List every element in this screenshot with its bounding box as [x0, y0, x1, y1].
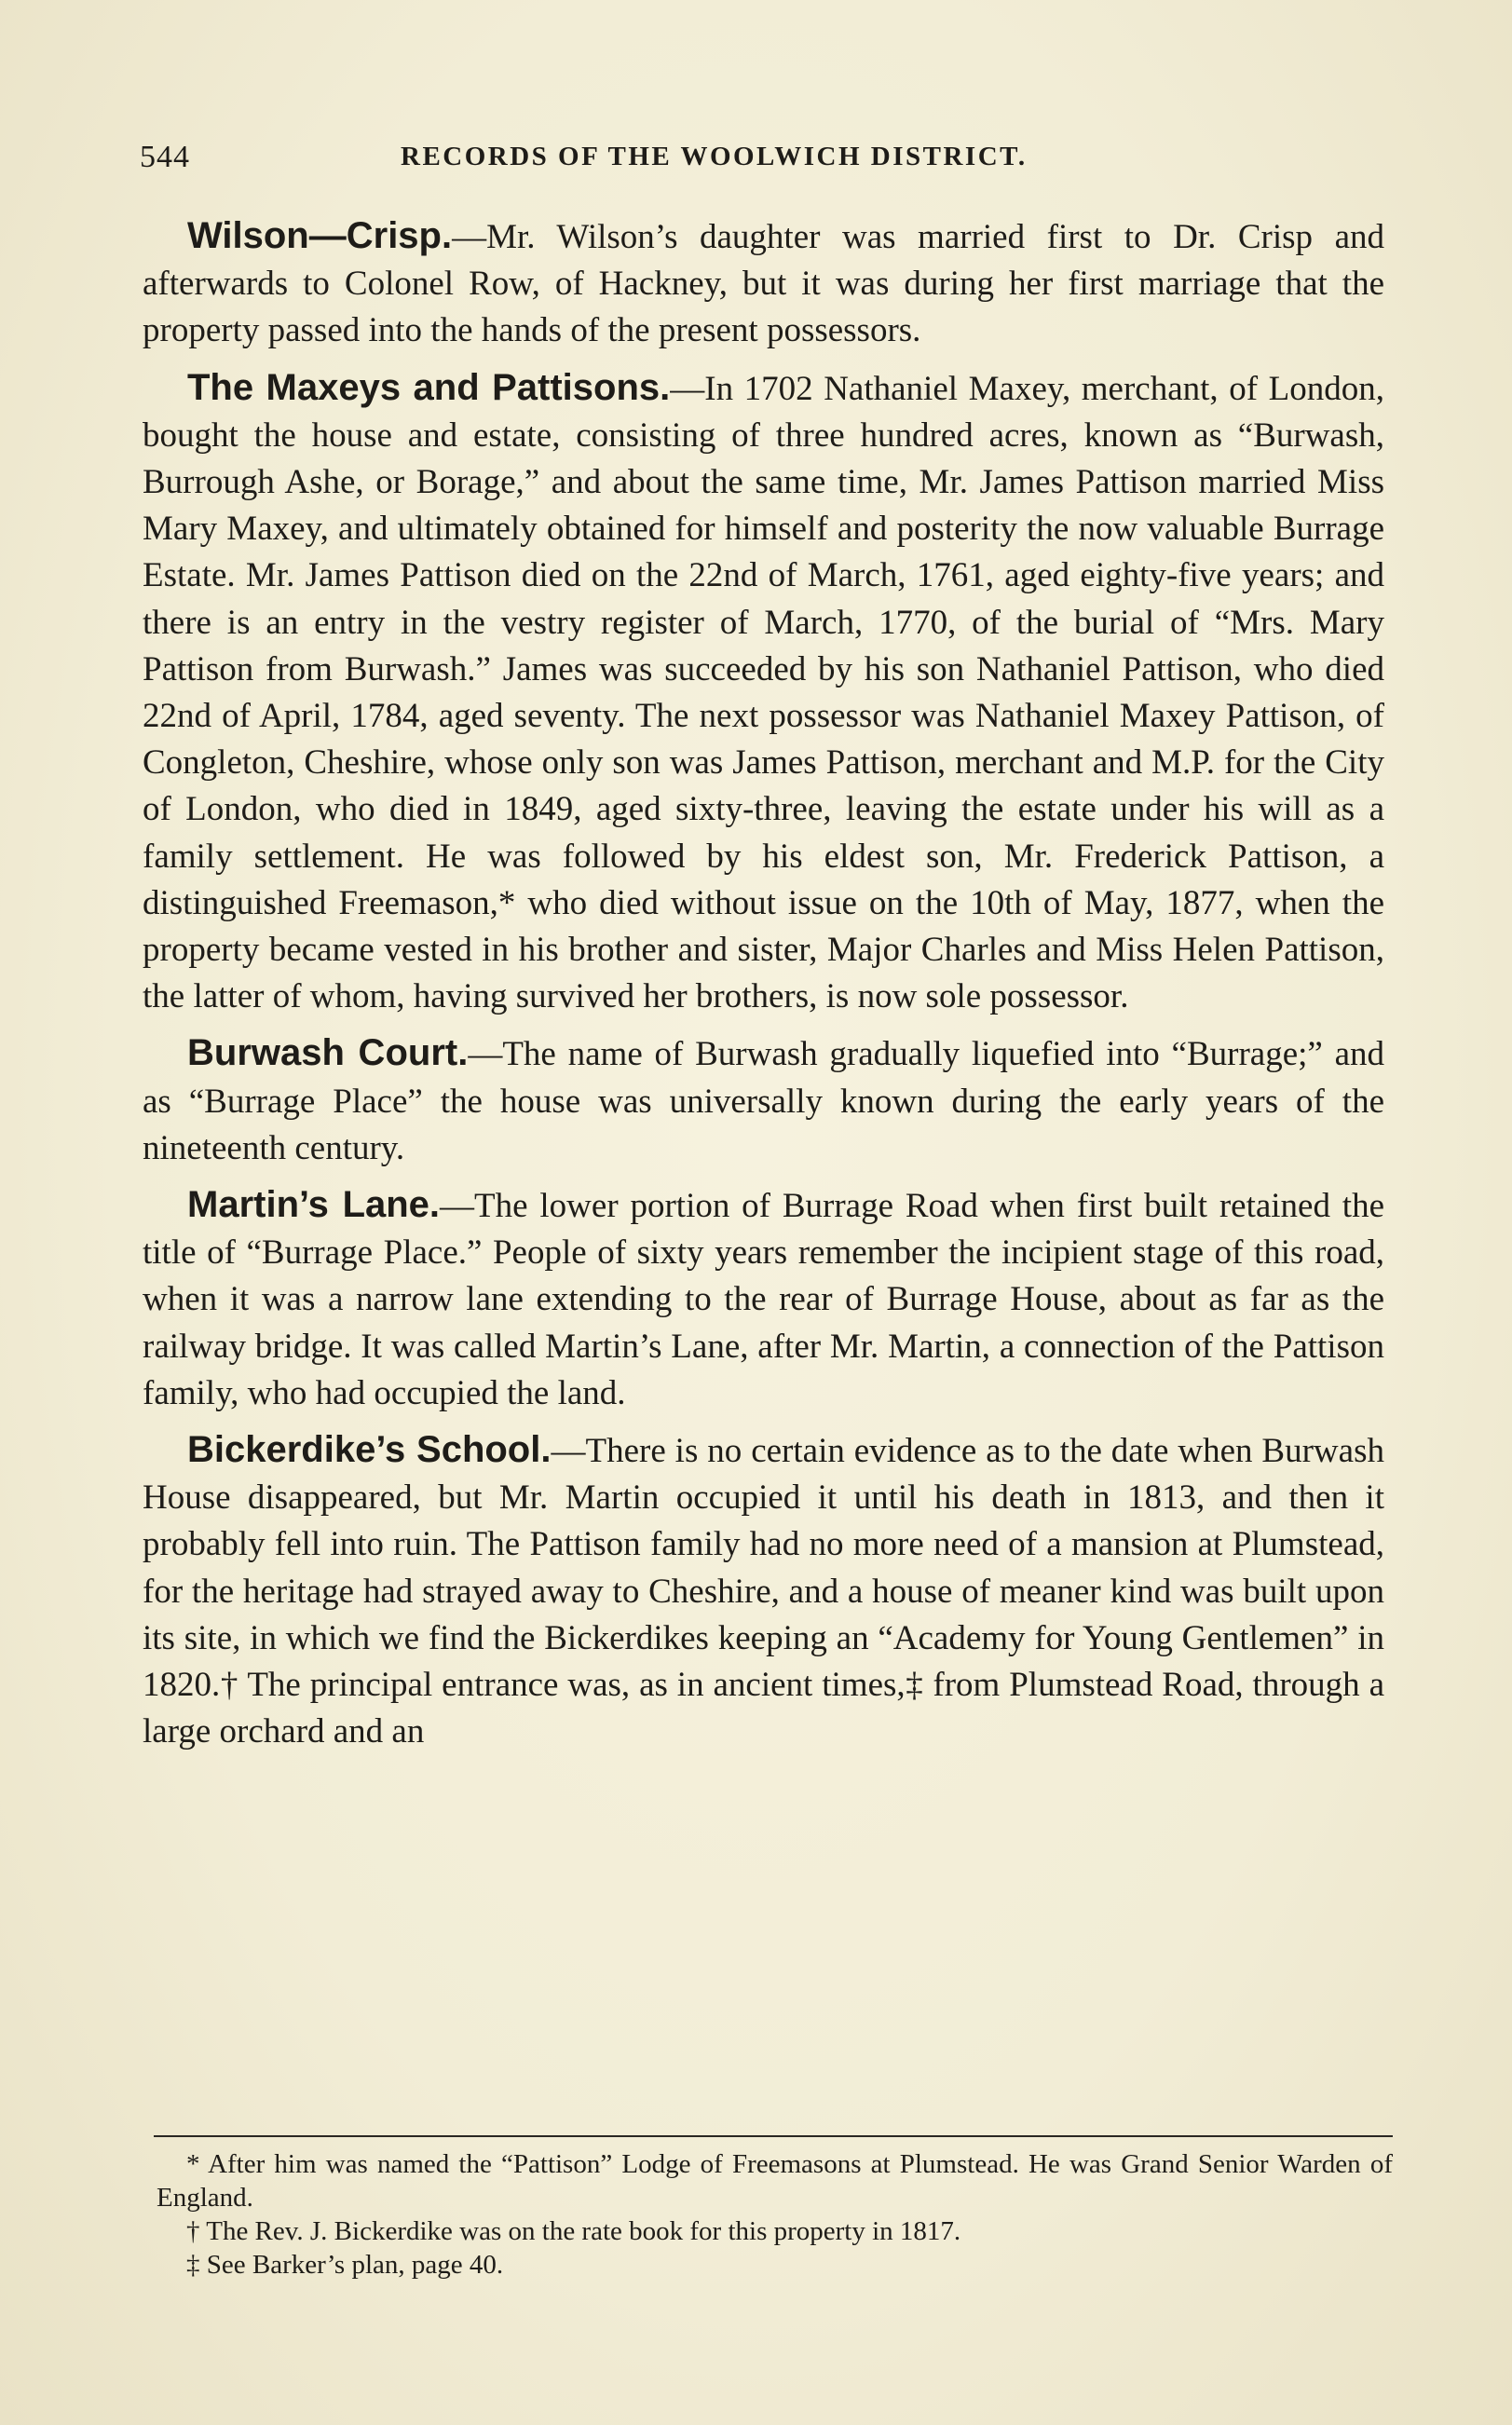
- footnotes: [157, 2147, 1393, 2282]
- footnote-divider: [154, 2135, 1393, 2137]
- footnote-dagger: † The Rev. J. Bickerdike was on the rate book for this property in 1817.: [186, 2216, 961, 2246]
- page-header: [140, 140, 1388, 177]
- section-heading: The Maxeys and Pattisons.: [187, 366, 671, 408]
- paragraph-burwash-court: [143, 1029, 1384, 1172]
- paragraph-maxeys-pattisons: [143, 364, 1384, 1021]
- paragraph-text: —The name of Burwash gradually liquefied into “Burrage;” and as “Burrage Place” the house was universally known during the early years of the nineteenth century.: [143, 1035, 1385, 1167]
- footnote-double-dagger: ‡ See Barker’s plan, page 40.: [186, 2250, 504, 2280]
- paragraph-text: —In 1702 Nathaniel Maxey, merchant, of London, bought the house and estate, consisting of three hundred acres, known as “Burwash, Burrough Ashe, or Borage,” and about the same time, Mr. James Pattison married Miss Mary Maxey, and ultimately obtained for himself and posterity the now valuable Burrage Estate. Mr. James Pattison died on the 22nd of March, 1761, aged eighty-five years; and there is an entry in the vestry register of March, 1770, of the burial of “Mrs. Mary Pattison from Burwash.” James was succeeded by his son Nathaniel Pattison, who died 22nd of April, 1784, aged seventy. The next possessor was Nathaniel Maxey Pattison, of Congleton, Cheshire, whose only son was James Pattison, merchant and M.P. for the City of London, who died in 1849, aged sixty-three, leaving the estate under his will as a family settlement. He was followed by his eldest son, Mr. Frederick Pattison, a distinguished Freemason,* who died without issue on the 10th of May, 1877, when the property became vested in his brother and sister, Major Charles and Miss Helen Pattison, the latter of whom, having survived her brothers, is now sole possessor.: [143, 369, 1384, 1016]
- body-text: [143, 212, 1384, 1765]
- paragraph-text: —The lower portion of Burrage Road when first built retained the title of “Burrage Place.” People of sixty years remember the incipient stage of this road, when it was a narrow lane extending to the rear of Burrage House, about as far as the railway bridge. It was called Martin’s Lane, after Mr. Martin, a connection of the Pattison family, who had occupied the land.: [143, 1187, 1384, 1412]
- paragraph-martins-lane: [143, 1181, 1384, 1417]
- running-head: RECORDS OF THE WOOLWICH DISTRICT.: [401, 142, 1028, 171]
- paragraph-wilson-crisp: [143, 212, 1384, 355]
- paragraph-text: —Mr. Wilson’s daughter was married first to Dr. Crisp and afterwards to Colonel Row, of Hackney, but it was during her first marriage that the property passed into the hands of the present possessors.: [143, 218, 1384, 350]
- paragraph-bickerdikes-school: [143, 1426, 1384, 1755]
- paragraph-text: —There is no certain evidence as to the date when Burwash House disappeared, but Mr. Martin occupied it until his death in 1813, and then it probably fell into ruin. The Pattison family had no more need of a mansion at Plumstead, for the heritage had strayed away to Cheshire, and a house of meaner kind was built upon its site, in which we find the Bickerdikes keeping an “Academy for Young Gentlemen” in 1820.† The principal entrance was, as in ancient times,‡ from Plumstead Road, through a large orchard and an: [143, 1432, 1384, 1751]
- page-number: 544: [140, 140, 190, 174]
- footnote-asterisk: * After him was named the “Pattison” Lodge of Freemasons at Plumstead. He was Grand Senior Warden of England.: [157, 2149, 1393, 2213]
- section-heading: Wilson—Crisp.: [187, 215, 453, 256]
- section-heading: Bickerdike’s School.: [187, 1429, 552, 1471]
- section-heading: Burwash Court.: [187, 1032, 469, 1074]
- section-heading: Martin’s Lane.: [187, 1184, 441, 1226]
